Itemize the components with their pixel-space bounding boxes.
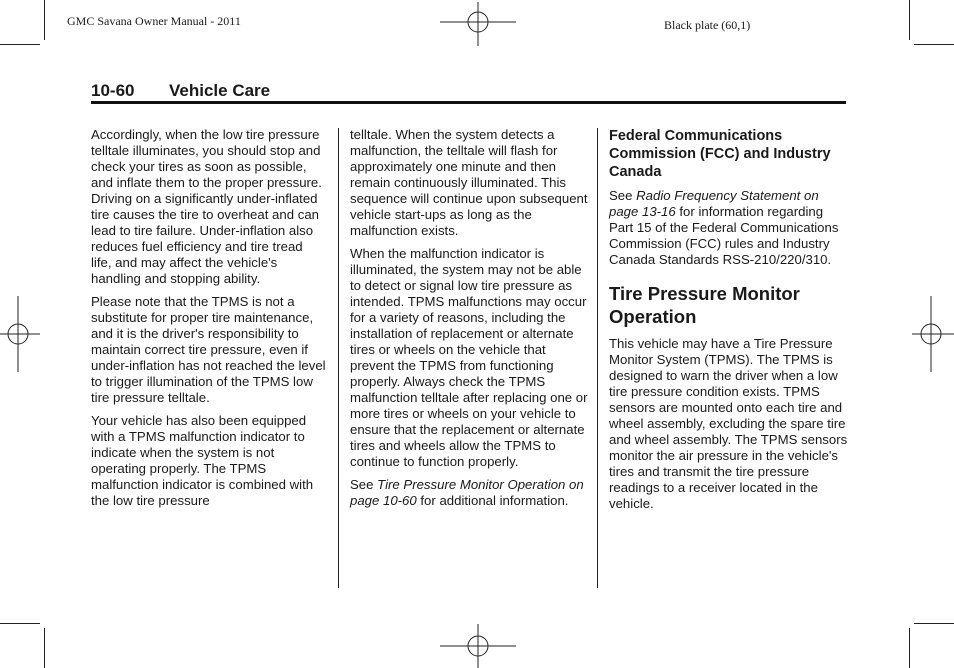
crop-mark [909,628,910,668]
paragraph: This vehicle may have a Tire Pressure Monitor System (TPMS). The TPMS is designed to warn the driver when a low tire pressure condition exists. TPMS sensors are mounted onto each tire and wheel assembly, excluding the spare tire and wheel assembly. The TPMS sensors monitor the air pressure in the vehicle's tires and transmit the tire pressure readings to a receiver located in the vehicle. [609,336,848,511]
column-3 [609,127,849,519]
cross-reference-link[interactable]: Radio Frequency Statement on page 13-16 [609,188,819,219]
section-title: Vehicle Care [169,81,271,100]
registration-mark-left [0,296,40,372]
crop-mark [44,0,45,40]
paragraph: When the malfunction indicator is illuminated, the system may not be able to detect or signal low tire pressure as intended. TPMS malfunctions may occur for a variety of reasons, including the installation of replacement or alternate tires or wheels on the vehicle that prevent the TPMS from functioning properly. Always check the TPMS malfunction telltale after replacing one or more tires or wheels on your vehicle to ensure that the replacement or alternate tires and wheels allow the TPMS to continue to function properly. [350,246,588,469]
registration-mark-bottom [440,624,516,668]
cross-reference-link[interactable]: Tire Pressure Monitor Operation on page 10-60 [350,477,584,508]
heading-tire-pressure-monitor: Tire Pressure Monitor Operation [609,283,800,327]
section-rule [91,101,846,104]
registration-mark-right [912,296,954,372]
column-1 [91,127,326,516]
crop-mark [914,44,954,45]
section-number: 10-60 [91,81,135,100]
text: See [609,188,637,203]
paragraph: Accordingly, when the low tire pressure telltale illuminates, you should stop and check your tires as soon as possible, and inflate them to the proper pressure. Driving on a significantly under-inflated tire causes the tire to overheat and can lead to tire failure. Under-inflation also reduces fuel efficiency and tire tread life, and may affect the vehicle's handling and stopping ability. [91,127,322,286]
crop-mark [0,44,40,45]
section-heading [91,81,270,101]
paragraph-see-also [609,188,849,268]
text: See [350,477,378,492]
column-divider [338,128,339,588]
paragraph: Please note that the TPMS is not a substitute for proper tire maintenance, and it is the driver's responsibility to maintain correct tire pressure, even if under-inflation has not reached the level to trigger illumination of the TPMS low tire pressure telltale. [91,294,326,405]
column-divider [597,128,598,588]
crop-mark [909,0,910,40]
header-left: GMC Savana Owner Manual - 2011 [67,14,241,28]
crop-mark [0,623,40,624]
paragraph: telltale. When the system detects a malfunction, the telltale will flash for approximately one minute and then remain continuously illuminated. This sequence will continue upon subsequent vehicle start-ups as long as the malfunction exists. [350,127,588,238]
header-right: Black plate (60,1) [664,18,751,32]
paragraph-see-also [350,477,590,509]
text: for additional information. [416,493,569,508]
crop-mark [914,623,954,624]
column-2 [350,127,590,516]
paragraph: Your vehicle has also been equipped with a TPMS malfunction indicator to indicate when the system is not operating properly. The TPMS malfunction indicator is combined with the low tire pressure [91,413,314,508]
registration-mark-top [440,2,516,46]
text: for information regarding Part 15 of the Federal Communications Commission (FCC) rules and Industry Canada Standards RSS-210/220/310. [609,204,839,267]
crop-mark [44,628,45,668]
subheading-fcc: Federal Communications Commission (FCC) and Industry Canada [609,128,831,180]
